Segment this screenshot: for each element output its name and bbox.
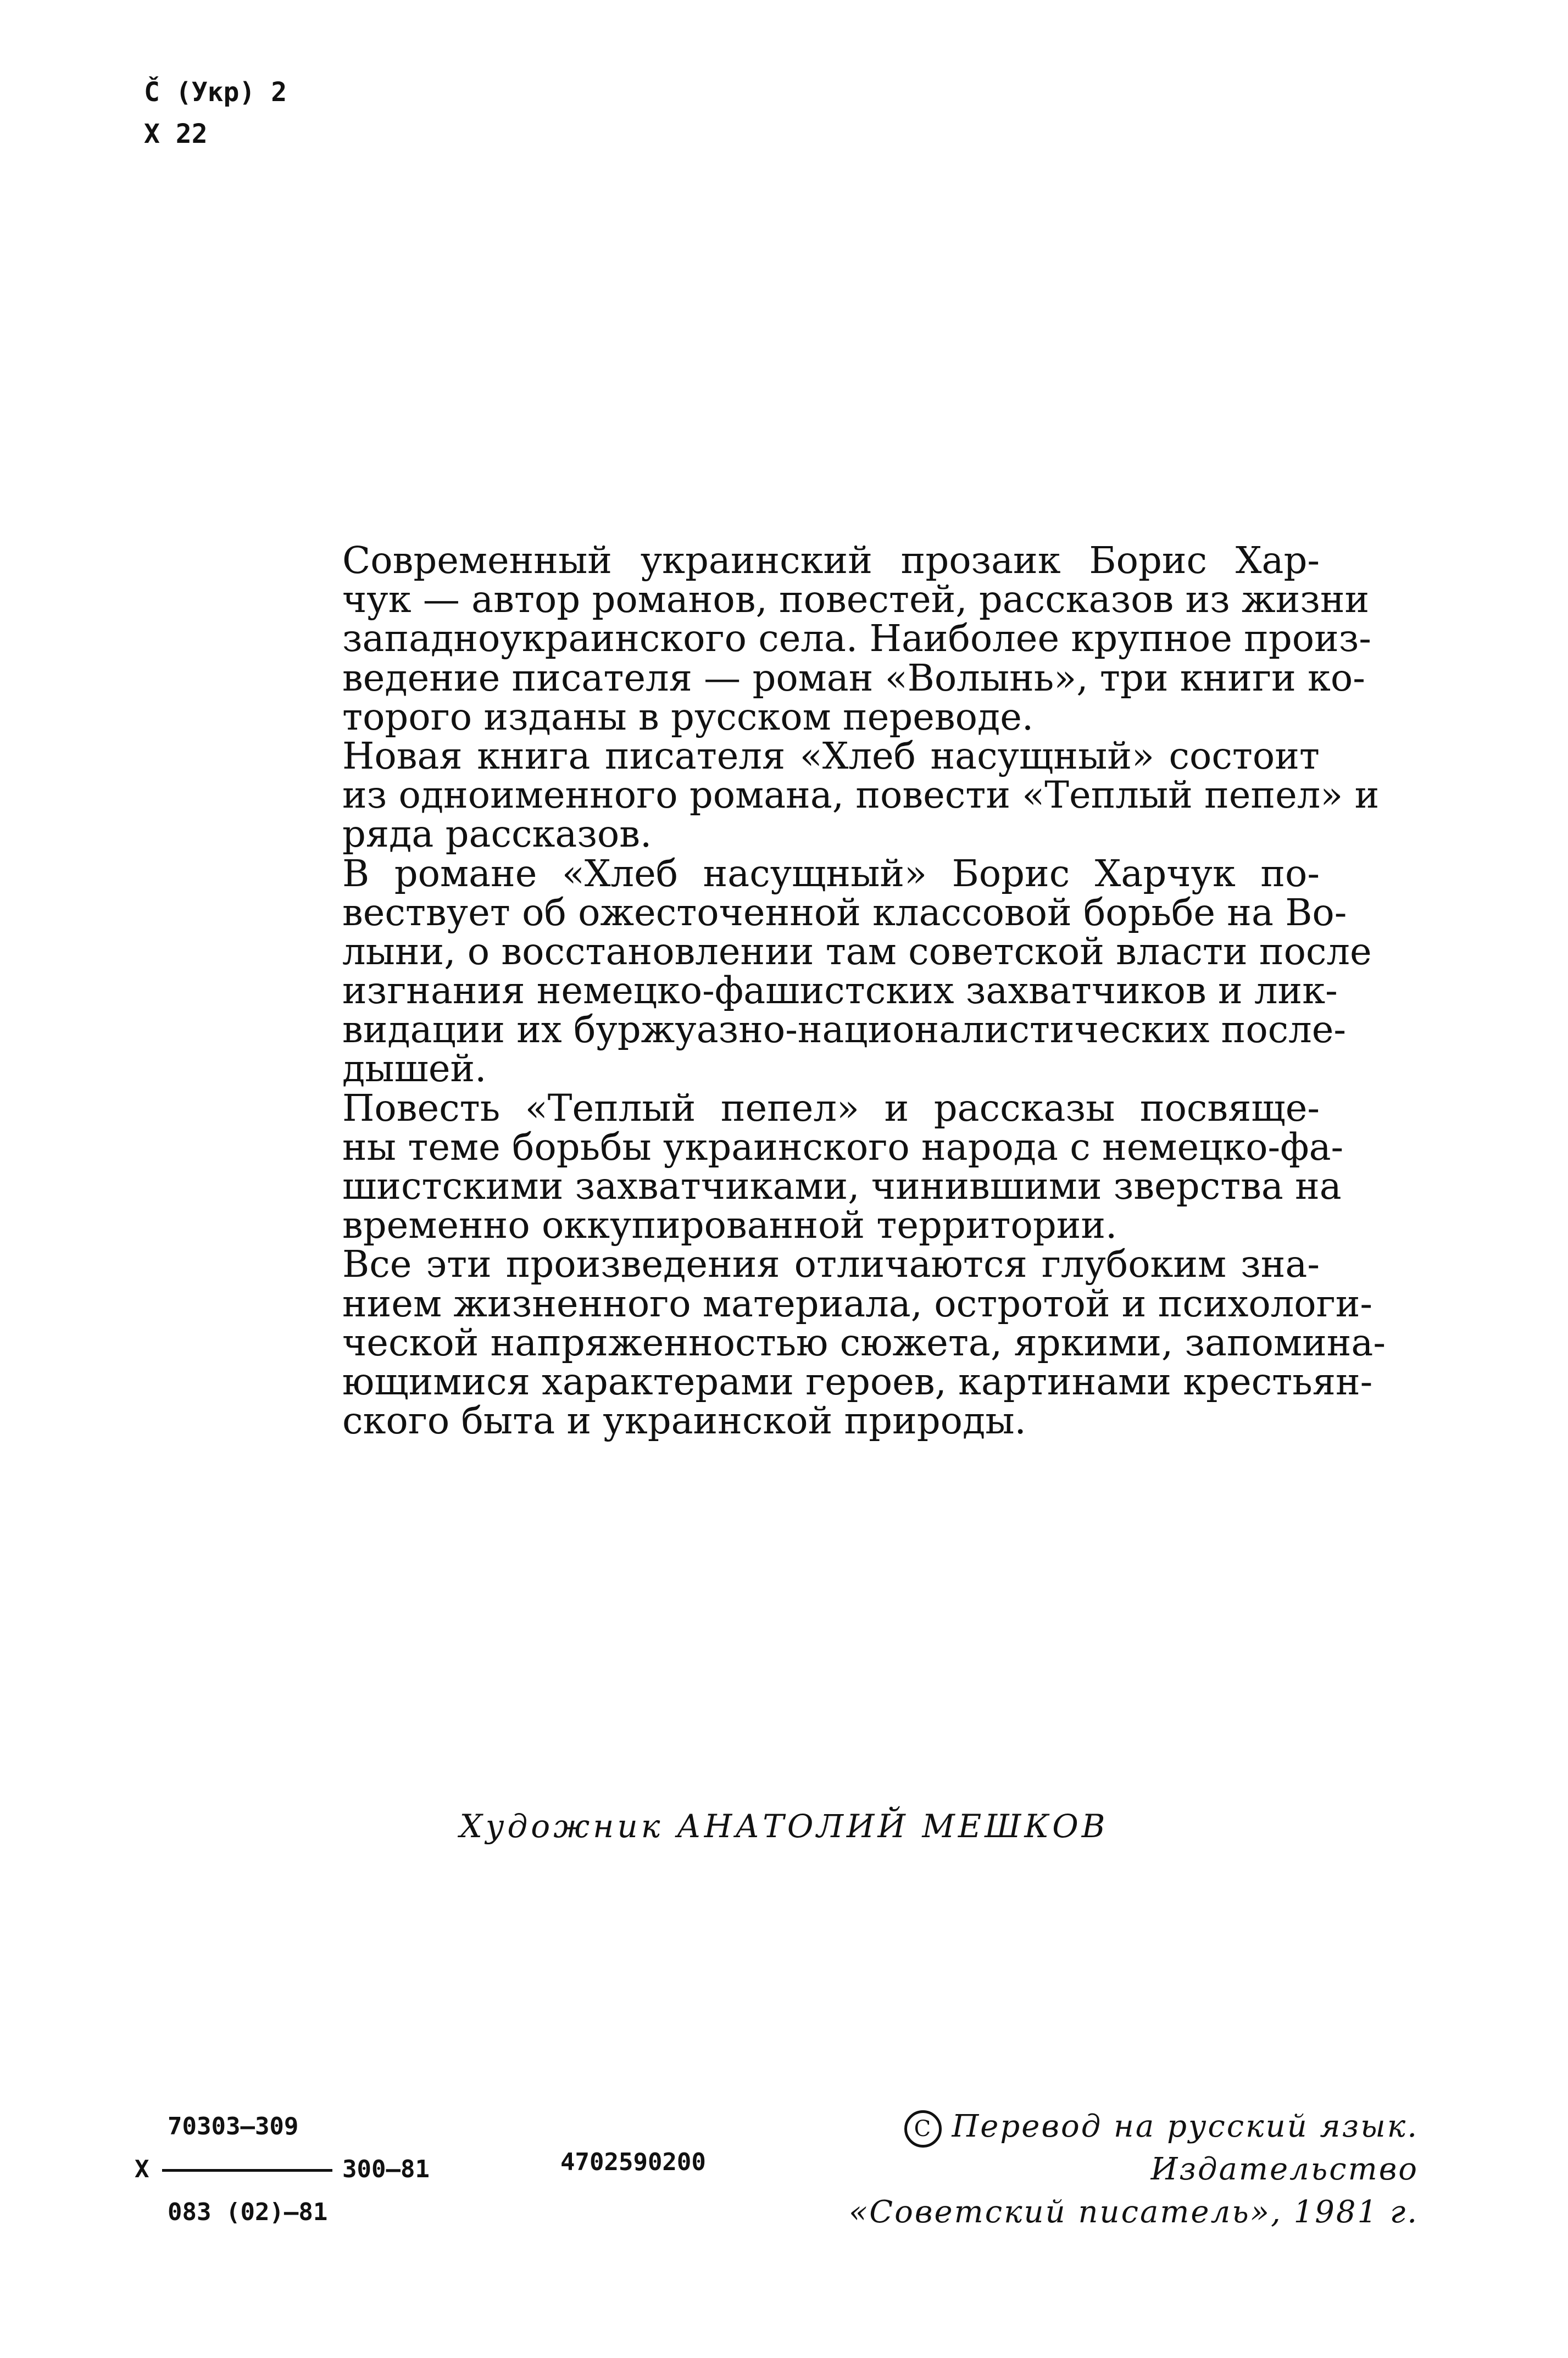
fraction-line (162, 2169, 332, 2172)
annotation-line: шистскими захватчиками, чинившими зверства на (342, 1165, 1342, 1208)
classification-line-2: Х 22 (144, 119, 208, 149)
annotation-paragraph (256, 734, 1380, 856)
imprint-numerator: 70303—309 (168, 2112, 299, 2140)
classification-line-1: Č (Укр) 2 (144, 77, 287, 108)
isbn-number: 4702590200 (560, 2148, 706, 2176)
annotation-line: западноукраинского села. Наиболее крупное произ- (342, 617, 1371, 660)
annotation-line: лыни, о восстановлении там советской власти после (342, 930, 1372, 973)
annotation-line: ведение писателя — роман «Волынь», три книги ко- (342, 656, 1365, 699)
annotation-line: Современный украинский прозаик Борис Хар- (342, 539, 1320, 582)
annotation-line: изгнания немецко-фашистских захватчиков и лик- (342, 969, 1338, 1013)
copyright-line-1: Перевод на русский язык. (952, 2109, 1419, 2144)
annotation-text (256, 539, 1386, 1443)
annotation-line: дышей. (342, 1047, 487, 1091)
annotation-line: Новая книга писателя «Хлеб насущный» состоит (342, 734, 1320, 777)
annotation-line: нием жизненного материала, остротой и психологи- (342, 1282, 1372, 1325)
annotation-line: видации их буржуазно-националистических после- (342, 1008, 1347, 1052)
annotation-line: чук — автор романов, повестей, рассказов из жизни (342, 578, 1370, 621)
artist-credit: Художник АНАТОЛИЙ МЕШКОВ (459, 1808, 1109, 1845)
annotation-line: ского быта и украинской природы. (342, 1399, 1026, 1443)
annotation-line: ющимися характерами героев, картинами крестьян- (342, 1360, 1373, 1403)
annotation-paragraph (256, 1243, 1386, 1443)
annotation-line: ны теме борьбы украинского народа с немецко-фа- (342, 1125, 1344, 1169)
copyright-line-2: Издательство (1150, 2151, 1419, 2187)
copyright-notice (849, 2105, 1419, 2234)
annotation-line: ряда рассказов. (342, 813, 652, 856)
classification-code (144, 71, 287, 155)
annotation-line: временно оккупированной территории. (342, 1204, 1117, 1247)
imprint-price-code: 300—81 (342, 2155, 430, 2183)
annotation-line: В романе «Хлеб насущный» Борис Харчук по- (342, 852, 1320, 895)
annotation-line: Все эти произведения отличаются глубоким зна- (342, 1243, 1320, 1286)
annotation-paragraph (256, 539, 1371, 738)
annotation-line: торого изданы в русском переводе. (342, 695, 1034, 738)
annotation-paragraph (256, 852, 1372, 1091)
annotation-paragraph (256, 1086, 1344, 1247)
imprint-denominator: 083 (02)—81 (168, 2198, 328, 2226)
annotation-line: вествует об ожесточенной классовой борьбе на Во- (342, 891, 1347, 934)
annotation-line: ческой напряженностью сюжета, яркими, запомина- (342, 1321, 1386, 1364)
annotation-line: из одноименного романа, повести «Теплый пепел» и (342, 774, 1380, 817)
copyright-icon: С (904, 2110, 942, 2148)
imprint-letter: Х (135, 2155, 149, 2183)
annotation-line: Повесть «Теплый пепел» и рассказы посвяще- (342, 1086, 1320, 1130)
copyright-line-3: «Советский писатель», 1981 г. (849, 2194, 1419, 2230)
